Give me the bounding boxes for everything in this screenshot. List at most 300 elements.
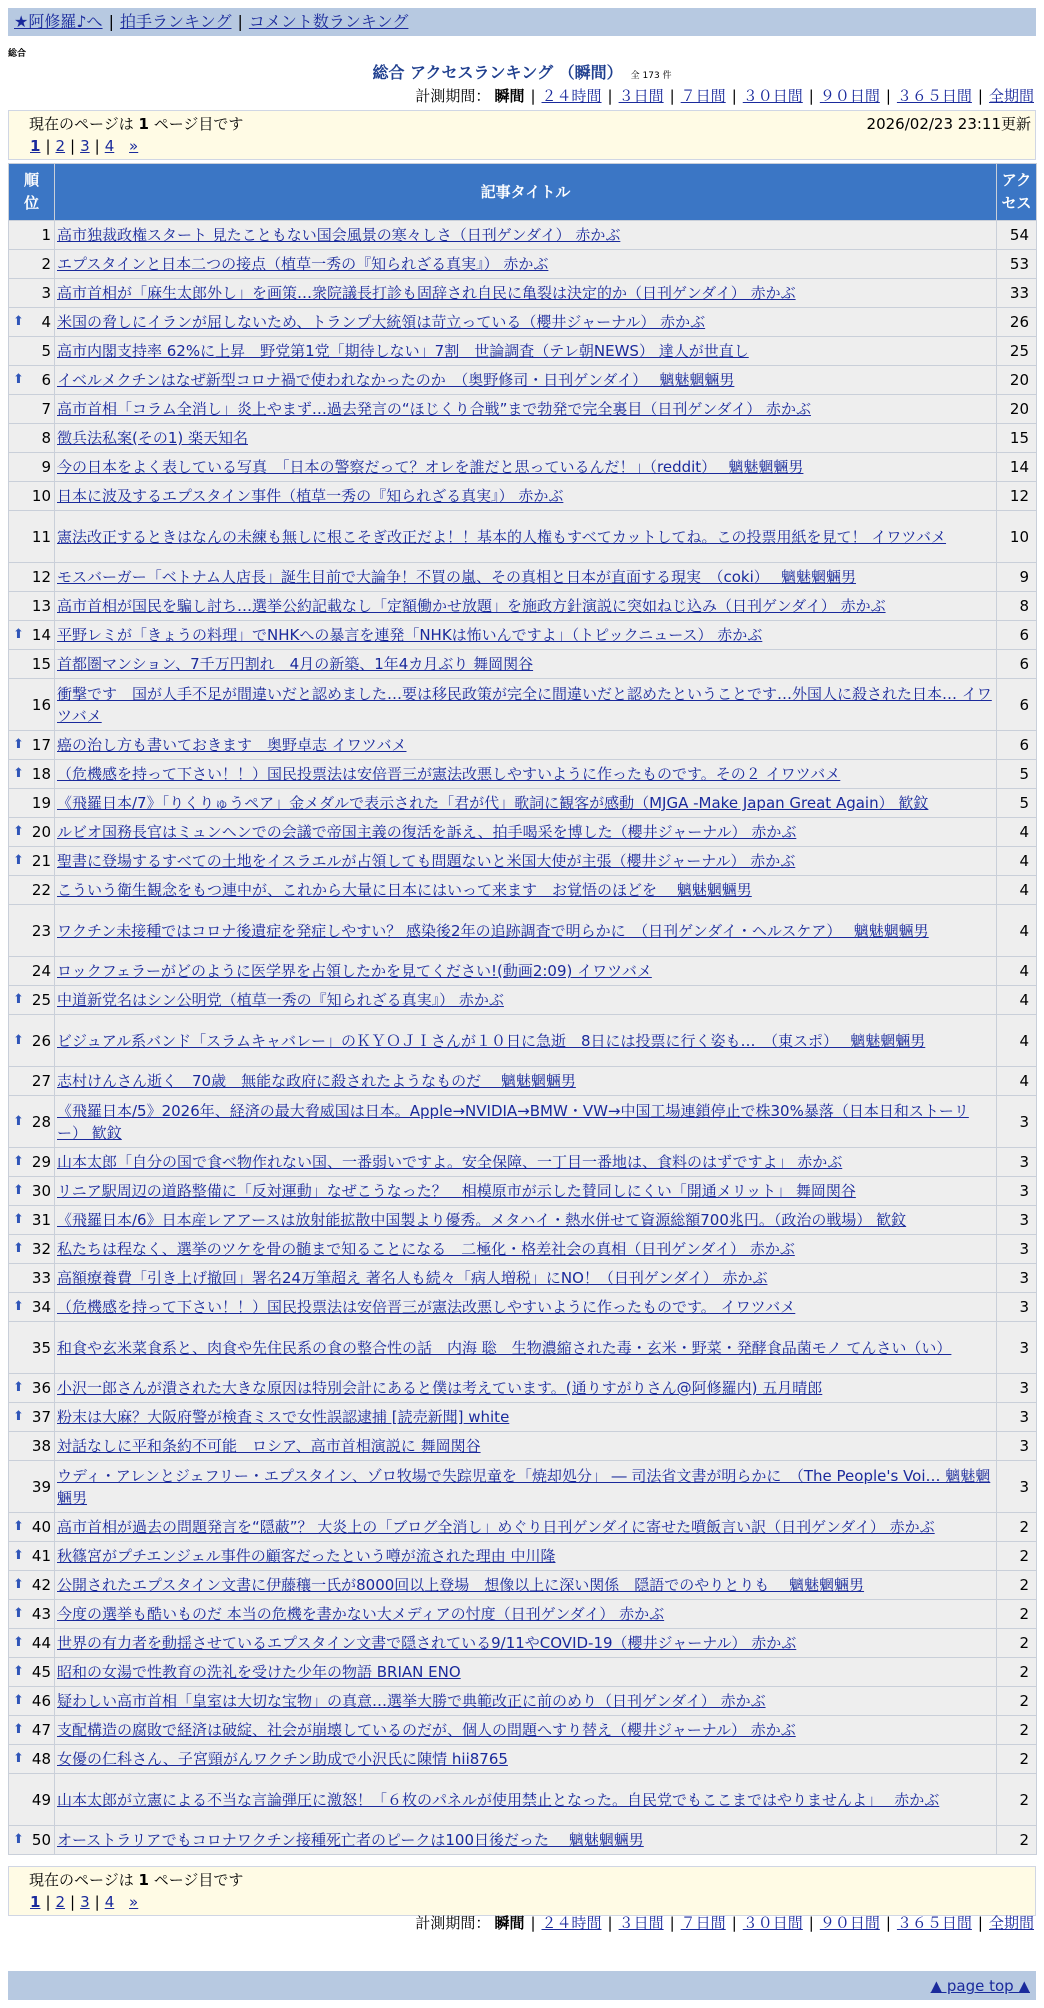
article-title-link[interactable]: 《飛羅日本/7》「りくりゅうペア」金メダルで表示された「君が代」歌詞に観客が感動（MJGA -Make Japan Great Again） 歓鈫: [57, 794, 929, 812]
article-title-link[interactable]: ワクチン未接種ではコロナ後遺症を発症しやすい？ 感染後2年の追跡調査で明らかに （日刊ゲンダイ・ヘルスケア） 魑魅魍魎男: [57, 921, 929, 940]
access-count: 3: [997, 1096, 1037, 1148]
title-cell: [55, 621, 997, 650]
title-cell: [55, 731, 997, 760]
article-title-link[interactable]: 高市首相が過去の問題発言を“隠蔽”？ 大炎上の「ブログ全消し」めぐり日刊ゲンダイに寄せた噴飯言い訳（日刊ゲンダイ） 赤かぶ: [57, 1518, 935, 1536]
article-title-link[interactable]: 高市独裁政権スタート 見たこともない国会風景の寒々しさ（日刊ゲンダイ） 赤かぶ: [57, 226, 621, 244]
title-cell: [55, 1826, 997, 1855]
rank-number: 41: [31, 1547, 51, 1565]
pager-page-2[interactable]: 2: [55, 1893, 66, 1911]
access-count: 4: [997, 1067, 1037, 1096]
rank-cell: [9, 424, 55, 453]
article-title-link[interactable]: 高市首相「コラム全消し」炎上やまず…過去発言の“ほじくり合戦”まで勃発で完全裏目（日刊ゲンダイ） 赤かぶ: [57, 400, 811, 418]
table-row: [9, 1067, 1037, 1096]
table-row: [9, 1658, 1037, 1687]
period-link-90d[interactable]: ９０日間: [819, 87, 880, 105]
rank-cell: [9, 308, 55, 337]
table-row: [9, 1206, 1037, 1235]
title-cell: [55, 876, 997, 905]
access-count: 6: [997, 731, 1037, 760]
article-title-link[interactable]: 昭和の女湯で性教育の洗礼を受けた少年の物語 BRIAN ENO: [57, 1663, 461, 1681]
rank-cell: [9, 621, 55, 650]
title-cell: [55, 1015, 997, 1067]
title-cell: [55, 1148, 997, 1177]
rank-number: 3: [41, 284, 51, 302]
title-cell: [55, 1629, 997, 1658]
access-count: 4: [997, 905, 1037, 957]
period-link-365d[interactable]: ３６５日間: [896, 1914, 972, 1932]
rank-number: 16: [31, 695, 51, 714]
table-row: [9, 1774, 1037, 1826]
table-row: [9, 1148, 1037, 1177]
article-title-link[interactable]: 対話なしに平和条約不可能 ロシア、高市首相演説に 舞岡関谷: [57, 1437, 481, 1455]
article-title-link[interactable]: こういう衛生観念をもつ連中が、これから大量に日本にはいって来ます お覚悟のほどを 魑魅魍魎男: [57, 881, 752, 899]
table-row: [9, 1513, 1037, 1542]
rank-number: 9: [41, 458, 51, 476]
table-row: [9, 1629, 1037, 1658]
article-title-link[interactable]: ウディ・アレンとジェフリー・エプスタイン、ゾロ牧場で失踪児童を「焼却処分」 ― 司法省文書が明らかに （The People's Voi… 魑魅魍魎男: [57, 1466, 991, 1507]
rank-cell: [9, 1206, 55, 1235]
rank-number: 36: [31, 1379, 51, 1397]
access-count: 3: [997, 1235, 1037, 1264]
article-title-link[interactable]: 徴兵法私案(その1) 楽天知名: [57, 429, 249, 447]
title-cell: [55, 1096, 997, 1148]
rank-cell: [9, 760, 55, 789]
rank-up-arrow-icon: ⬆: [13, 1751, 24, 1766]
period-link-24h[interactable]: ２４時間: [541, 1914, 602, 1932]
article-title-link[interactable]: 山本太郎「自分の国で食べ物作れない国、一番弱いですよ。安全保障、一丁目一番地は、食料のはずですよ」 赤かぶ: [57, 1153, 843, 1171]
table-row: [9, 1826, 1037, 1855]
period-link-365d[interactable]: ３６５日間: [896, 87, 972, 105]
title-cell: [55, 1716, 997, 1745]
rank-number: 35: [31, 1338, 51, 1357]
access-count: 12: [997, 482, 1037, 511]
period-link-24h[interactable]: ２４時間: [541, 87, 602, 105]
rank-up-arrow-icon: ⬆: [13, 1664, 24, 1679]
title-cell: [55, 1374, 997, 1403]
access-count: 6: [997, 621, 1037, 650]
title-cell: [55, 221, 997, 250]
access-count: 4: [997, 1015, 1037, 1067]
rank-number: 8: [41, 429, 51, 447]
rank-cell: [9, 1432, 55, 1461]
rank-number: 6: [41, 371, 51, 389]
period-link-7d[interactable]: ７日間: [680, 1914, 726, 1932]
rank-cell: [9, 731, 55, 760]
rank-number: 14: [31, 626, 51, 644]
access-count: 3: [997, 1461, 1037, 1513]
rank-up-arrow-icon: ⬆: [13, 1722, 24, 1737]
rank-up-arrow-icon: ⬆: [13, 1635, 24, 1650]
rank-up-arrow-icon: ⬆: [13, 1299, 24, 1314]
article-title-link[interactable]: 和食や玄米菜食系と、肉食や先住民系の食の整合性の話 内海 聡 生物濃縮された毒・玄米・野菜・発酵食品菌モノ てんさい（い）: [57, 1338, 952, 1357]
rank-up-arrow-icon: ⬆: [13, 1409, 24, 1424]
table-row: [9, 731, 1037, 760]
table-row: [9, 1374, 1037, 1403]
access-count: 3: [997, 1374, 1037, 1403]
title-cell: [55, 818, 997, 847]
rank-up-arrow-icon: ⬆: [13, 1606, 24, 1621]
pager-page-3[interactable]: 3: [80, 137, 90, 155]
rank-up-arrow-icon: ⬆: [13, 1032, 24, 1048]
article-title-link[interactable]: 疑わしい高市首相「皇室は大切な宝物」の真意…選挙大勝で典範改正に前のめり（日刊ゲンダイ） 赤かぶ: [57, 1692, 766, 1710]
rank-cell: [9, 1148, 55, 1177]
title-cell: [55, 1658, 997, 1687]
table-row: [9, 957, 1037, 986]
title-cell: [55, 847, 997, 876]
rank-number: 21: [31, 852, 51, 870]
title-cell: [55, 1235, 997, 1264]
article-title-link[interactable]: 今の日本をよく表している写真 「日本の警察だって？オレを誰だと思っているんだ！」（reddit） 魑魅魍魎男: [57, 458, 804, 476]
table-row: [9, 876, 1037, 905]
pager-next[interactable]: »: [129, 1893, 139, 1911]
access-count: 2: [997, 1600, 1037, 1629]
rank-up-arrow-icon: ⬆: [13, 1577, 24, 1592]
rank-number: 23: [31, 921, 51, 940]
period-link-7d[interactable]: ７日間: [680, 87, 726, 105]
article-title-link[interactable]: ロックフェラーがどのように医学界を占領したかを見てください!(動画2:09) イワツバメ: [57, 962, 652, 980]
comment-ranking-link[interactable]: コメント数ランキング: [248, 12, 409, 31]
article-title-link[interactable]: 癌の治し方も書いておきます 奥野卓志 イワツバメ: [57, 736, 407, 754]
article-title-link[interactable]: 中道新党名はシン公明党（植草一秀の『知られざる真実』） 赤かぶ: [57, 991, 504, 1009]
table-row: [9, 1600, 1037, 1629]
rank-number: 17: [31, 736, 51, 754]
article-title-link[interactable]: 粉末は大麻？大阪府警が検査ミスで女性誤認逮捕 [読売新聞] white: [57, 1408, 510, 1426]
rank-up-arrow-icon: ⬆: [13, 824, 24, 839]
table-row: [9, 424, 1037, 453]
article-title-link[interactable]: 秋篠宮がプチエンジェル事件の顧客だったという噂が流された理由 中川隆: [57, 1547, 556, 1565]
page-title: [0, 62, 1044, 87]
title-cell: [55, 760, 997, 789]
rank-cell: [9, 279, 55, 308]
home-link[interactable]: ★阿修羅♪へ: [14, 12, 103, 31]
period-link-all[interactable]: 全期間: [988, 87, 1034, 105]
rank-cell: [9, 847, 55, 876]
title-cell: [55, 1432, 997, 1461]
table-row: [9, 395, 1037, 424]
title-cell: [55, 1745, 997, 1774]
rank-cell: [9, 1600, 55, 1629]
category-label: 総合: [8, 49, 27, 59]
rank-number: 15: [31, 655, 51, 673]
table-row: [9, 511, 1037, 563]
pager-page-4[interactable]: 4: [104, 1893, 115, 1911]
period-link-30d[interactable]: ３０日間: [742, 87, 803, 105]
rank-cell: [9, 1571, 55, 1600]
title-cell: [55, 1687, 997, 1716]
table-row: [9, 308, 1037, 337]
pager-page-3[interactable]: 3: [80, 1893, 90, 1911]
pager-page-4[interactable]: 4: [104, 137, 115, 155]
table-row: [9, 1542, 1037, 1571]
access-count: 8: [997, 592, 1037, 621]
pager-page-1[interactable]: 1: [30, 137, 41, 155]
page-info-bottom: [8, 1866, 1036, 1916]
rank-number: 37: [31, 1408, 51, 1426]
access-count: 9: [997, 563, 1037, 592]
pager-page-2[interactable]: 2: [55, 137, 66, 155]
article-title-link[interactable]: （危機感を持って下さい！！）国民投票法は安倍晋三が憲法改悪しやすいように作ったものです。その２ イワツバメ: [57, 765, 841, 783]
page-top-link[interactable]: ▲ page top ▲: [930, 1977, 1030, 1995]
rank-cell: [9, 1461, 55, 1513]
rank-cell: [9, 1067, 55, 1096]
period-label: 計測期間：: [415, 87, 491, 105]
rank-number: 22: [31, 881, 51, 899]
table-row: [9, 1322, 1037, 1374]
title-cell: [55, 679, 997, 731]
title-cell: [55, 1264, 997, 1293]
page-info-top: [8, 110, 1036, 160]
access-count: 33: [997, 279, 1037, 308]
title-cell: [55, 957, 997, 986]
rank-cell: [9, 1264, 55, 1293]
article-title-link[interactable]: 高市首相が国民を騙し討ち…選挙公約記載なし「定額働かせ放題」を施政方針演説に突如ねじ込み（日刊ゲンダイ） 赤かぶ: [57, 597, 886, 615]
access-count: 4: [997, 818, 1037, 847]
title-cell: [55, 1177, 997, 1206]
title-cell: [55, 250, 997, 279]
rank-cell: [9, 1826, 55, 1855]
access-count: 53: [997, 250, 1037, 279]
article-title-link[interactable]: 志村けんさん逝く 70歳 無能な政府に殺されたようなものだ 魑魅魍魎男: [57, 1072, 576, 1090]
title-cell: [55, 789, 997, 818]
article-title-link[interactable]: エプスタインと日本二つの接点（植草一秀の『知られざる真実』） 赤かぶ: [57, 255, 549, 273]
rank-number: 7: [41, 400, 51, 418]
access-count: 3: [997, 1177, 1037, 1206]
title-cell: [55, 592, 997, 621]
period-selector-bottom: 計測期間： 瞬間 | ２４時間 | ３日間 | ７日間 | ３０日間 | ９０日間 | ３６５日間 | 全期間: [415, 1914, 1034, 1932]
rank-number: 42: [31, 1576, 51, 1594]
pager-bottom: 1 | 2 | 3 | 4 »: [30, 1893, 139, 1911]
table-row: [9, 760, 1037, 789]
access-count: 5: [997, 760, 1037, 789]
article-title-link[interactable]: 日本に波及するエプスタイン事件（植草一秀の『知られざる真実』） 赤かぶ: [57, 487, 564, 505]
article-title-link[interactable]: オーストラリアでもコロナワクチン接種死亡者のピークは100日後だった 魑魅魍魎男: [57, 1831, 644, 1849]
current-page-text: 現在のページは 1 ページ目です: [29, 1871, 244, 1889]
rank-number: 38: [31, 1437, 51, 1455]
table-row: [9, 337, 1037, 366]
access-count: 25: [997, 337, 1037, 366]
article-title-link[interactable]: 衝撃です 国が人手不足が間違いだと認めました…要は移民政策が完全に間違いだと認めたということです…外国人に殺された日本… イワツバメ: [57, 684, 992, 725]
article-title-link[interactable]: 公開されたエプスタイン文書に伊藤穰一氏が8000回以上登場 想像以上に深い関係 隠語でのやりとりも 魑魅魍魎男: [57, 1576, 865, 1594]
title-column-header: 記事タイトル: [55, 164, 997, 221]
article-title-link[interactable]: 憲法改正するときはなんの未練も無しに根こそぎ改正だよ！！基本的人権もすべてカットしてね。この投票用紙を見て！ イワツバメ: [57, 527, 947, 546]
title-cell: [55, 986, 997, 1015]
rank-number: 43: [31, 1605, 51, 1623]
rank-number: 28: [31, 1112, 51, 1131]
current-page-text: 現在のページは 1 ページ目です: [29, 115, 244, 133]
title-cell: [55, 424, 997, 453]
rank-cell: [9, 1096, 55, 1148]
rank-cell: [9, 1235, 55, 1264]
article-title-link[interactable]: 小沢一郎さんが潰された大きな原因は特別会計にあると僕は考えています。(通りすがりさん@阿修羅内) 五月晴郎: [57, 1379, 823, 1397]
table-row: [9, 1687, 1037, 1716]
rank-number: 40: [31, 1518, 51, 1536]
ranking-table: [8, 163, 1037, 1855]
title-cell: [55, 366, 997, 395]
rank-up-arrow-icon: ⬆: [13, 1154, 24, 1169]
article-title-link[interactable]: 高市内閣支持率 62%に上昇 野党第1党「期待しない」7割 世論調査（テレ朝NEWS） 達人が世直し: [57, 342, 749, 360]
footer-bar: [8, 1971, 1036, 2000]
title-cell: [55, 395, 997, 424]
rank-number: 11: [31, 527, 51, 546]
title-cell: [55, 1067, 997, 1096]
article-title-link[interactable]: 今度の選挙も酷いものだ 本当の危機を書かない大メディアの忖度（日刊ゲンダイ） 赤かぶ: [57, 1605, 665, 1623]
rank-number: 12: [31, 568, 51, 586]
access-count: 2: [997, 1745, 1037, 1774]
title-cell: [55, 650, 997, 679]
article-title-link[interactable]: ルビオ国務長官はミュンヘンでの会議で帝国主義の復活を訴え、拍手喝采を博した（櫻井ジャーナル） 赤かぶ: [57, 823, 797, 841]
title-cell: [55, 1322, 997, 1374]
access-count: 2: [997, 1513, 1037, 1542]
table-row: [9, 563, 1037, 592]
period-link-all[interactable]: 全期間: [988, 1914, 1034, 1932]
table-row: [9, 279, 1037, 308]
table-row: [9, 789, 1037, 818]
rank-up-arrow-icon: ⬆: [13, 766, 24, 781]
rank-cell: [9, 366, 55, 395]
applause-ranking-link[interactable]: 拍手ランキング: [119, 12, 232, 31]
access-count: 3: [997, 1322, 1037, 1374]
rank-up-arrow-icon: ⬆: [13, 737, 24, 752]
rank-number: 24: [31, 962, 51, 980]
article-title-link[interactable]: 高市首相が「麻生太郎外し」を画策…衆院議長打診も固辞され自民に亀裂は決定的か（日刊ゲンダイ） 赤かぶ: [57, 284, 796, 302]
table-row: [9, 679, 1037, 731]
rank-up-arrow-icon: ⬆: [13, 1241, 24, 1256]
access-count: 2: [997, 1687, 1037, 1716]
rank-number: 44: [31, 1634, 51, 1652]
article-title-link[interactable]: モスバーガー「ベトナム人店長」誕生目前で大論争！不買の嵐、その真相と日本が直面する現実 （coki） 魑魅魍魎男: [57, 568, 857, 586]
rank-number: 29: [31, 1153, 51, 1171]
rank-up-arrow-icon: ⬆: [13, 1113, 24, 1129]
rank-cell: [9, 592, 55, 621]
rank-up-arrow-icon: ⬆: [13, 314, 24, 329]
table-row: [9, 1461, 1037, 1513]
rank-cell: [9, 1322, 55, 1374]
title-cell: [55, 1774, 997, 1826]
pager-top: 1 | 2 | 3 | 4 »: [30, 137, 139, 155]
ranking-rows: [9, 221, 1037, 1855]
period-link-3d[interactable]: ３日間: [618, 87, 664, 105]
article-title-link[interactable]: 高額療養費「引き上げ撤回」署名24万筆超え 著名人も続々「病人増税」にNO！（日刊ゲンダイ） 赤かぶ: [57, 1269, 768, 1287]
access-count: 2: [997, 1658, 1037, 1687]
access-count: 2: [997, 1571, 1037, 1600]
nav-separator: |: [108, 12, 114, 31]
rank-cell: [9, 679, 55, 731]
access-count: 4: [997, 957, 1037, 986]
pager-next[interactable]: »: [129, 137, 139, 155]
article-title-link[interactable]: 《飛羅日本/5》2026年、経済の最大脅威国は日本。Apple→NVIDIA→BMW・VW→中国工場連鎖停止で株30%暴落（日本日和ストーリー） 歓鈫: [57, 1101, 969, 1142]
rank-number: 31: [31, 1211, 51, 1229]
table-row: [9, 1264, 1037, 1293]
access-count: 15: [997, 424, 1037, 453]
article-title-link[interactable]: リニア駅周辺の道路整備に「反対運動」なぜこうなった？ 相模原市が示した賛同しにくい「開通メリット」 舞岡関谷: [57, 1182, 856, 1200]
rank-column-header: 順位: [9, 164, 55, 221]
rank-cell: [9, 1687, 55, 1716]
period-link-90d[interactable]: ９０日間: [819, 1914, 880, 1932]
rank-up-arrow-icon: ⬆: [13, 1380, 24, 1395]
rank-number: 33: [31, 1269, 51, 1287]
article-title-link[interactable]: 米国の脅しにイランが屈しないため、トランプ大統領は苛立っている（櫻井ジャーナル） 赤かぶ: [57, 313, 706, 331]
rank-cell: [9, 1745, 55, 1774]
access-count: 20: [997, 366, 1037, 395]
article-title-link[interactable]: ビジュアル系バンド「スラムキャバレー」のＫＹＯＪＩさんが１０日に急逝 8日には投票に行く姿も… （東スポ） 魑魅魍魎男: [57, 1031, 926, 1050]
title-cell: [55, 905, 997, 957]
article-title-link[interactable]: 女優の仁科さん、子宮頸がんワクチン助成で小沢氏に陳情 hii8765: [57, 1750, 508, 1768]
title-cell: [55, 1206, 997, 1235]
access-count: 2: [997, 1774, 1037, 1826]
title-cell: [55, 482, 997, 511]
title-cell: [55, 1600, 997, 1629]
rank-number: 5: [41, 342, 51, 360]
rank-number: 46: [31, 1692, 51, 1710]
rank-up-arrow-icon: ⬆: [13, 1183, 24, 1198]
ranking-title: 総合 アクセスランキング （瞬間）: [372, 63, 623, 82]
table-row: [9, 1716, 1037, 1745]
rank-cell: [9, 1658, 55, 1687]
period-link-3d[interactable]: ３日間: [618, 1914, 664, 1932]
article-title-link[interactable]: 世界の有力者を動揺させているエプスタイン文書で隠されている9/11やCOVID-19（櫻井ジャーナル） 赤かぶ: [57, 1634, 797, 1652]
total-count: 全 173 件: [630, 71, 672, 81]
rank-cell: [9, 1374, 55, 1403]
rank-cell: [9, 511, 55, 563]
title-cell: [55, 453, 997, 482]
article-title-link[interactable]: 平野レミが「きょうの料理」でNHKへの暴言を連発「NHKは怖いんですよ」（トピックニュース） 赤かぶ: [57, 626, 763, 644]
article-title-link[interactable]: 聖書に登場するすべての土地をイスラエルが占領しても問題ないと米国大使が主張（櫻井ジャーナル） 赤かぶ: [57, 852, 796, 870]
article-title-link[interactable]: 《飛羅日本/6》日本産レアアースは放射能拡散中国製より優秀。メタハイ・熱水併せて資源総額700兆円。（政治の戦場） 歓鈫: [57, 1211, 907, 1229]
rank-cell: [9, 453, 55, 482]
article-title-link[interactable]: イベルメクチンはなぜ新型コロナ禍で使われなかったのか （奥野修司・日刊ゲンダイ） 魑魅魍魎男: [57, 371, 735, 389]
access-count: 20: [997, 395, 1037, 424]
table-row: [9, 1745, 1037, 1774]
title-cell: [55, 1461, 997, 1513]
rank-number: 18: [31, 765, 51, 783]
table-row: [9, 847, 1037, 876]
rank-cell: [9, 337, 55, 366]
title-cell: [55, 563, 997, 592]
period-link-30d[interactable]: ３０日間: [742, 1914, 803, 1932]
access-count: 6: [997, 650, 1037, 679]
access-count: 2: [997, 1542, 1037, 1571]
pager-page-1[interactable]: 1: [30, 1893, 41, 1911]
article-title-link[interactable]: 私たちは程なく、選挙のツケを骨の髄まで知ることになる 二極化・格差社会の真相（日刊ゲンダイ） 赤かぶ: [57, 1240, 795, 1258]
access-count: 3: [997, 1206, 1037, 1235]
access-count: 3: [997, 1403, 1037, 1432]
access-count: 3: [997, 1432, 1037, 1461]
table-row: [9, 1571, 1037, 1600]
rank-cell: [9, 221, 55, 250]
article-title-link[interactable]: 山本太郎が立憲による不当な言論弾圧に激怒！「６枚のパネルが使用禁止となった。自民党でもここまではやりませんよ」 赤かぶ: [57, 1790, 940, 1809]
access-count: 3: [997, 1293, 1037, 1322]
access-count: 10: [997, 511, 1037, 563]
article-title-link[interactable]: 首都圏マンション、7千万円割れ 4月の新築、1年4カ月ぶり 舞岡関谷: [57, 655, 534, 673]
rank-up-arrow-icon: ⬆: [13, 372, 24, 387]
rank-cell: [9, 1015, 55, 1067]
access-count: 2: [997, 1716, 1037, 1745]
article-title-link[interactable]: 支配構造の腐敗で経済は破綻、社会が崩壊しているのだが、個人の問題へすり替え（櫻井ジャーナル） 赤かぶ: [57, 1721, 796, 1739]
rank-number: 1: [41, 226, 51, 244]
rank-number: 13: [31, 597, 51, 615]
rank-cell: [9, 1403, 55, 1432]
rank-number: 49: [31, 1790, 51, 1809]
table-row: [9, 1432, 1037, 1461]
rank-number: 34: [31, 1298, 51, 1316]
rank-cell: [9, 1293, 55, 1322]
article-title-link[interactable]: （危機感を持って下さい！！）国民投票法は安倍晋三が憲法改悪しやすいように作ったものです。 イワツバメ: [57, 1298, 796, 1316]
title-cell: [55, 1571, 997, 1600]
rank-cell: [9, 1774, 55, 1826]
rank-cell: [9, 905, 55, 957]
rank-number: 30: [31, 1182, 51, 1200]
rank-cell: [9, 986, 55, 1015]
